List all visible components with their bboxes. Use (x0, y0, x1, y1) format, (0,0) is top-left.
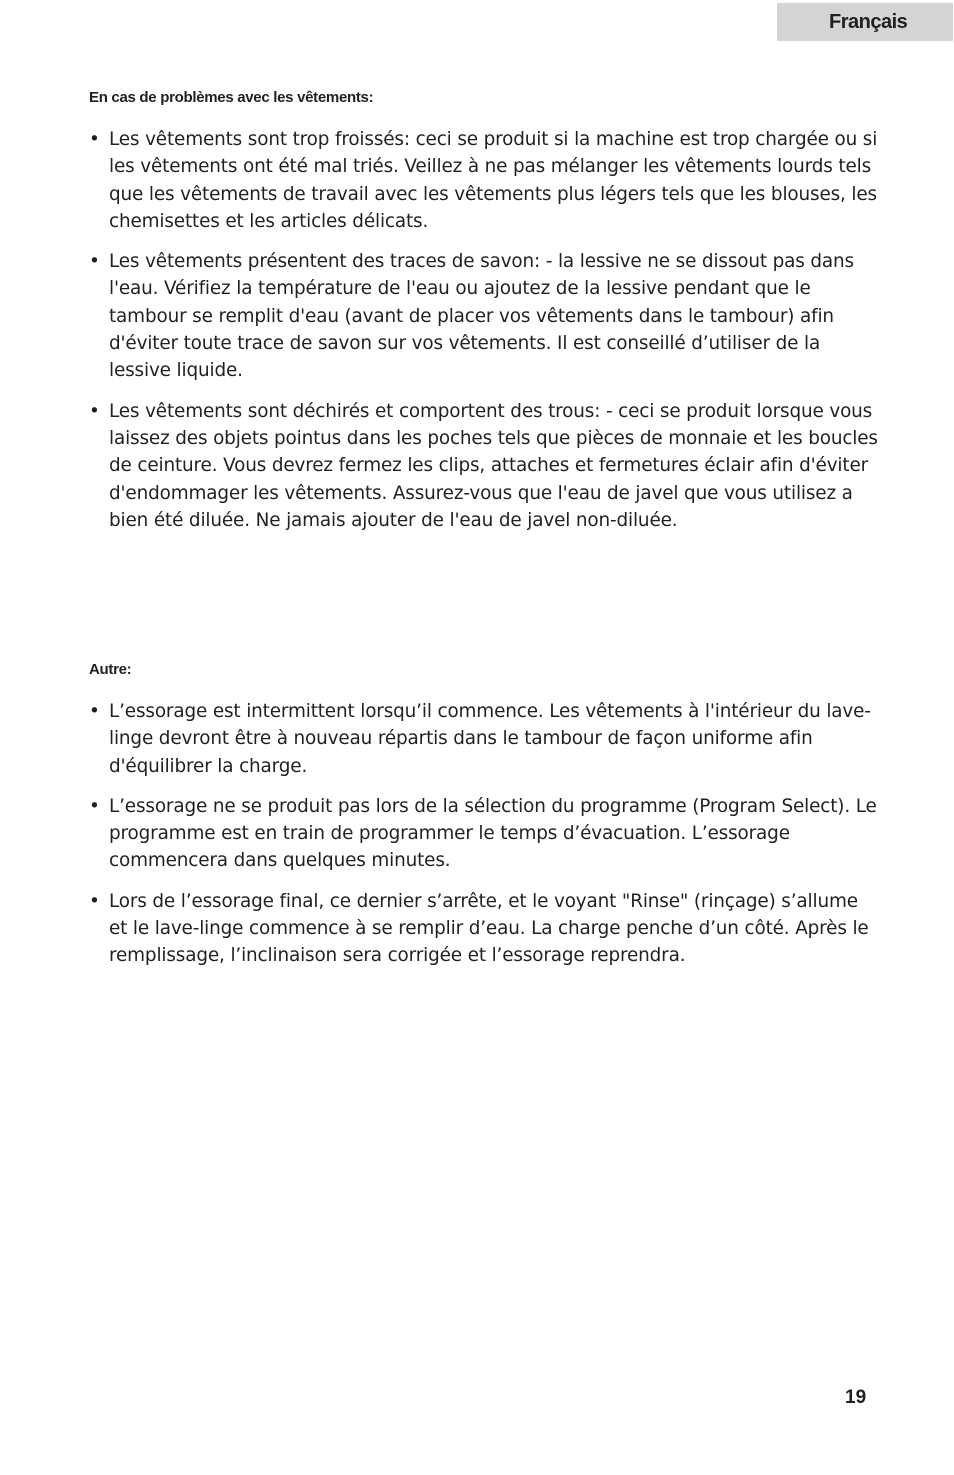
list-item-text: Lors de l’essorage final, ce dernier s’arrête, et le voyant "Rinse" (rinçage) s’allume et le lave-linge commence à se remplir d’eau. La charge penche d’un côté. Après le remplissage, l’inclinaison sera corrigée et l’essorage reprendra. (109, 890, 869, 967)
page-number: 19 (845, 1387, 867, 1408)
list-item (89, 888, 879, 970)
bullet-icon: • (89, 701, 100, 722)
bullet-icon: • (89, 890, 100, 912)
list-item-text: Les vêtements présentent des traces de savon: - la lessive ne se dissout pas dans l'eau. Vérifiez la température de l'eau ou ajoutez de la lessive pendant que le tambour se remplit d'eau (avant de placer vos vêtements dans le tambour) afin d'éviter toute trace de savon sur vos vêtements. Il est conseillé d’utiliser de la lessive liquide. (109, 251, 854, 382)
list-item (89, 398, 879, 534)
section-other (89, 660, 879, 983)
section-heading: En cas de problèmes avec les vêtements: (89, 89, 374, 106)
section-clothing-problems (89, 88, 879, 547)
list-item (89, 698, 879, 780)
bullet-icon: • (89, 129, 100, 150)
bullet-list (89, 126, 879, 534)
bullet-icon: • (89, 251, 100, 273)
section-heading: Autre: (89, 661, 132, 678)
bullet-list (89, 698, 879, 970)
bullet-icon: • (89, 400, 100, 422)
list-item (89, 793, 879, 875)
list-item (89, 126, 879, 235)
list-item-text: L’essorage est intermittent lorsqu’il commence. Les vêtements à l'intérieur du lave-linge devront être à nouveau répartis dans le tambour de façon uniforme afin d'équilibrer la charge. (109, 701, 871, 777)
list-item (89, 248, 879, 384)
list-item-text: Les vêtements sont déchirés et comportent des trous: - ceci se produit lorsque vous laissez des objets pointus dans les poches tels que pièces de monnaie et les boucles de ceinture. Vous devrez fermez les clips, attaches et fermetures éclair afin d'éviter d'endommager les vêtements. Assurez-vous que l'eau de javel que vous utilisez a bien été diluée. Ne jamais ajouter de l'eau de javel non-diluée. (109, 400, 878, 531)
list-item-text: L’essorage ne se produit pas lors de la sélection du programme (Program Select). Le programme est en train de programmer le temps d’évacuation. L’essorage commencera dans quelques minutes. (109, 795, 877, 872)
bullet-icon: • (89, 795, 100, 817)
list-item-text: Les vêtements sont trop froissés: ceci se produit si la machine est trop chargée ou si les vêtements ont été mal triés. Veillez à ne pas mélanger les vêtements lourds tels que les vêtements de travail avec les vêtements plus légers tels que les blouses, les chemisettes et les articles délicats. (109, 129, 878, 232)
language-tab: Français (777, 3, 953, 41)
